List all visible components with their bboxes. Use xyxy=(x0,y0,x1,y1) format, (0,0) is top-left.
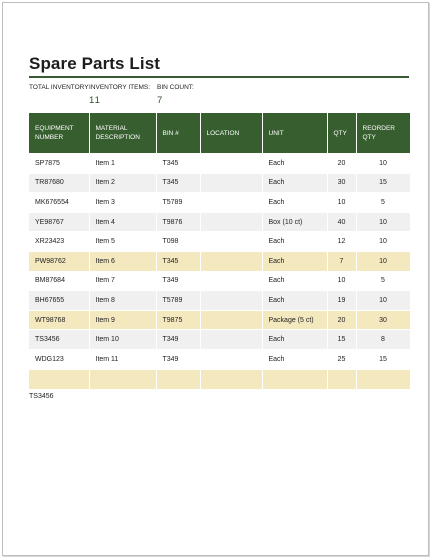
equipment-cell[interactable]: BM87684 xyxy=(29,271,89,291)
description-cell[interactable]: Item 2 xyxy=(89,173,156,193)
bin-count-value: 7 xyxy=(157,95,164,106)
unit-cell[interactable]: Each xyxy=(262,251,327,271)
bin-cell[interactable]: T349 xyxy=(156,330,200,350)
reorder-cell[interactable]: 10 xyxy=(356,154,410,174)
reorder-cell[interactable]: 15 xyxy=(356,173,410,193)
empty-cell[interactable] xyxy=(327,369,356,389)
qty-cell[interactable]: 40 xyxy=(327,212,356,232)
equipment-number-header[interactable]: EQUIPMENT NUMBER xyxy=(29,113,89,154)
equipment-cell[interactable]: XR23423 xyxy=(29,232,89,252)
unit-cell[interactable]: Each xyxy=(262,271,327,291)
spare-parts-table xyxy=(29,113,411,389)
qty-cell[interactable]: 25 xyxy=(327,349,356,369)
empty-cell[interactable] xyxy=(89,369,156,389)
equipment-cell[interactable]: YE98767 xyxy=(29,212,89,232)
material-description-header[interactable]: MATERIAL DESCRIPTION xyxy=(89,113,156,154)
bin-cell[interactable]: T345 xyxy=(156,173,200,193)
unit-header[interactable]: UNIT xyxy=(262,113,327,154)
reorder-cell[interactable]: 10 xyxy=(356,291,410,311)
table-row[interactable] xyxy=(29,251,410,271)
description-cell[interactable]: Item 7 xyxy=(89,271,156,291)
table-row[interactable] xyxy=(29,349,410,369)
table-row[interactable] xyxy=(29,310,410,330)
unit-cell[interactable]: Each xyxy=(262,232,327,252)
description-cell[interactable]: Item 9 xyxy=(89,310,156,330)
location-cell[interactable] xyxy=(200,271,262,291)
bin-cell[interactable]: T349 xyxy=(156,349,200,369)
inventory-items-label: INVENTORY ITEMS: xyxy=(89,84,151,91)
empty-cell[interactable] xyxy=(29,369,89,389)
qty-cell[interactable]: 7 xyxy=(327,251,356,271)
location-cell[interactable] xyxy=(200,154,262,174)
location-cell[interactable] xyxy=(200,173,262,193)
unit-cell[interactable]: Each xyxy=(262,154,327,174)
empty-cell[interactable] xyxy=(200,369,262,389)
location-cell[interactable] xyxy=(200,232,262,252)
description-cell[interactable]: Item 5 xyxy=(89,232,156,252)
qty-cell[interactable]: 10 xyxy=(327,193,356,213)
table-row[interactable] xyxy=(29,232,410,252)
location-header[interactable]: LOCATION xyxy=(200,113,262,154)
qty-header[interactable]: QTY xyxy=(327,113,356,154)
reorder-cell[interactable]: 10 xyxy=(356,232,410,252)
unit-cell[interactable]: Box (10 ct) xyxy=(262,212,327,232)
location-cell[interactable] xyxy=(200,193,262,213)
unit-cell[interactable]: Each xyxy=(262,173,327,193)
footer-note: TS3456 xyxy=(29,393,54,400)
unit-cell[interactable]: Each xyxy=(262,330,327,350)
table-row[interactable] xyxy=(29,291,410,311)
location-cell[interactable] xyxy=(200,251,262,271)
bin-cell[interactable]: T5789 xyxy=(156,193,200,213)
reorder-cell[interactable]: 5 xyxy=(356,271,410,291)
total-inventory-label: TOTAL INVENTORY xyxy=(29,84,89,91)
bin-cell[interactable]: T345 xyxy=(156,154,200,174)
bin-cell[interactable]: T349 xyxy=(156,271,200,291)
equipment-cell[interactable]: TR87680 xyxy=(29,173,89,193)
bin-cell[interactable]: T9876 xyxy=(156,212,200,232)
title-divider xyxy=(29,76,409,78)
bin-header[interactable]: BIN # xyxy=(156,113,200,154)
qty-cell[interactable]: 30 xyxy=(327,173,356,193)
location-cell[interactable] xyxy=(200,310,262,330)
location-cell[interactable] xyxy=(200,212,262,232)
qty-cell[interactable]: 20 xyxy=(327,310,356,330)
description-cell[interactable]: Item 4 xyxy=(89,212,156,232)
unit-cell[interactable]: Each xyxy=(262,193,327,213)
description-cell[interactable]: Item 8 xyxy=(89,291,156,311)
description-cell[interactable]: Item 6 xyxy=(89,251,156,271)
reorder-cell[interactable]: 10 xyxy=(356,251,410,271)
reorder-cell[interactable]: 30 xyxy=(356,310,410,330)
location-cell[interactable] xyxy=(200,330,262,350)
equipment-cell[interactable]: MK676554 xyxy=(29,193,89,213)
table-row[interactable] xyxy=(29,212,410,232)
table-row[interactable] xyxy=(29,271,410,291)
qty-cell[interactable]: 15 xyxy=(327,330,356,350)
unit-cell[interactable]: Package (5 ct) xyxy=(262,310,327,330)
empty-cell[interactable] xyxy=(156,369,200,389)
reorder-cell[interactable]: 8 xyxy=(356,330,410,350)
reorder-cell[interactable]: 10 xyxy=(356,212,410,232)
equipment-cell[interactable]: PW98762 xyxy=(29,251,89,271)
table-row[interactable] xyxy=(29,330,410,350)
qty-cell[interactable]: 20 xyxy=(327,154,356,174)
inventory-items-value: 11 xyxy=(89,95,101,106)
description-cell[interactable]: Item 1 xyxy=(89,154,156,174)
location-cell[interactable] xyxy=(200,291,262,311)
bin-cell[interactable]: T345 xyxy=(156,251,200,271)
qty-cell[interactable]: 10 xyxy=(327,271,356,291)
reorder-qty-header[interactable]: REORDER QTY xyxy=(356,113,410,154)
description-cell[interactable]: Item 3 xyxy=(89,193,156,213)
unit-cell[interactable]: Each xyxy=(262,291,327,311)
bin-cell[interactable]: T5789 xyxy=(156,291,200,311)
table-row[interactable] xyxy=(29,154,410,174)
description-cell[interactable]: Item 10 xyxy=(89,330,156,350)
page-title: Spare Parts List xyxy=(29,54,161,73)
bin-cell[interactable]: T9875 xyxy=(156,310,200,330)
table-row[interactable] xyxy=(29,193,410,213)
qty-cell[interactable]: 12 xyxy=(327,232,356,252)
equipment-cell[interactable]: WT98768 xyxy=(29,310,89,330)
table-header-row xyxy=(29,113,410,154)
equipment-cell[interactable]: BH67655 xyxy=(29,291,89,311)
equipment-cell[interactable]: TS3456 xyxy=(29,330,89,350)
reorder-cell[interactable]: 15 xyxy=(356,349,410,369)
empty-cell[interactable] xyxy=(356,369,410,389)
bin-cell[interactable]: T098 xyxy=(156,232,200,252)
equipment-cell[interactable]: SP7875 xyxy=(29,154,89,174)
empty-cell[interactable] xyxy=(262,369,327,389)
qty-cell[interactable]: 19 xyxy=(327,291,356,311)
reorder-cell[interactable]: 5 xyxy=(356,193,410,213)
table-body xyxy=(29,154,410,389)
unit-cell[interactable]: Each xyxy=(262,349,327,369)
empty-table-row[interactable] xyxy=(29,369,410,389)
bin-count-label: BIN COUNT: xyxy=(157,84,194,91)
location-cell[interactable] xyxy=(200,349,262,369)
equipment-cell[interactable]: WDG123 xyxy=(29,349,89,369)
description-cell[interactable]: Item 11 xyxy=(89,349,156,369)
table-row[interactable] xyxy=(29,173,410,193)
